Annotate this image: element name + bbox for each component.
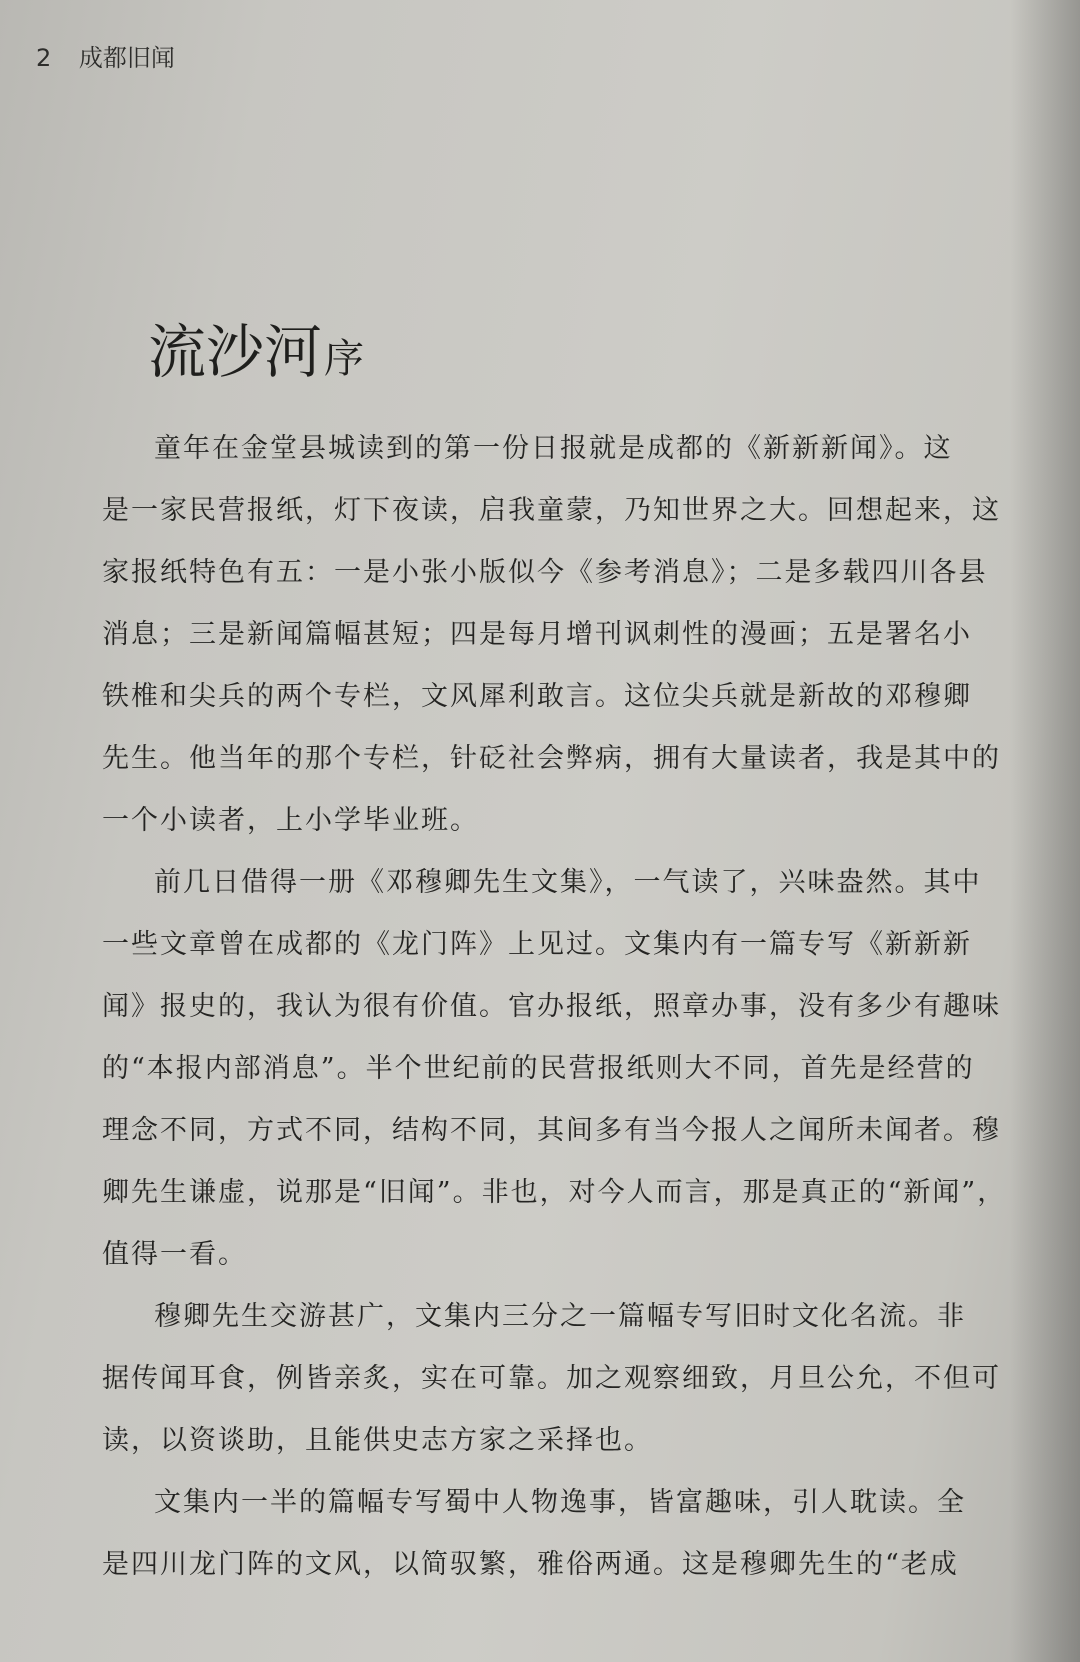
text-line: 是四川龙门阵的文风，以简驭繁，雅俗两通。这是穆卿先生的“老成 (102, 1549, 959, 1580)
text-line: 前几日借得一册《邓穆卿先生文集》，一气读了，兴味盎然。其中 (154, 867, 982, 898)
text-line: 一些文章曾在成都的《龙门阵》上见过。文集内有一篇专写《新新新 (102, 929, 972, 960)
text-line: 消息；三是新闻篇幅甚短；四是每月增刊讽刺性的漫画；五是署名小 (102, 619, 972, 650)
text-line: 读，以资谈助，且能供史志方家之采择也。 (102, 1425, 653, 1456)
text-line: 铁椎和尖兵的两个专栏，文风犀利敢言。这位尖兵就是新故的邓穆卿 (102, 681, 972, 712)
text-line: 值得一看。 (102, 1239, 247, 1270)
running-head (36, 38, 175, 73)
book-title: 成都旧闻 (78, 44, 175, 72)
text-line: 文集内一半的篇幅专写蜀中人物逸事，皆富趣味，引人耽读。全 (154, 1487, 966, 1518)
text-line: 童年在金堂县城读到的第一份日报就是成都的《新新新闻》。这 (154, 433, 953, 464)
body-text (102, 418, 1007, 1596)
text-line: 家报纸特色有五：一是小张小版似今《参考消息》；二是多载四川各县 (102, 557, 988, 588)
text-line: 卿先生谦虚，说那是“旧闻”。非也，对今人而言，那是真正的“新闻”， (102, 1177, 1007, 1208)
text-line: 的“本报内部消息”。半个世纪前的民营报纸则大不同，首先是经营的 (102, 1053, 975, 1084)
text-line: 先生。他当年的那个专栏，针砭社会弊病，拥有大量读者，我是其中的 (102, 743, 1001, 774)
text-line: 一个小读者，上小学毕业班。 (102, 805, 479, 836)
text-line: 闻》报史的，我认为很有价值。官办报纸，照章办事，没有多少有趣味 (102, 991, 1001, 1022)
text-line: 穆卿先生交游甚广，文集内三分之一篇幅专写旧时文化名流。非 (154, 1301, 966, 1332)
chapter-title-main: 流沙河 (148, 318, 323, 386)
text-line: 是一家民营报纸，灯下夜读，启我童蒙，乃知世界之大。回想起来，这 (102, 495, 1001, 526)
page-number: 2 (36, 44, 52, 72)
chapter-title (148, 305, 364, 389)
chapter-title-suffix: 序 (324, 336, 365, 382)
text-line: 理念不同，方式不同，结构不同，其间多有当今报人之闻所未闻者。穆 (102, 1115, 1001, 1146)
text-line: 据传闻耳食，例皆亲炙，实在可靠。加之观察细致，月旦公允，不但可 (102, 1363, 1001, 1394)
